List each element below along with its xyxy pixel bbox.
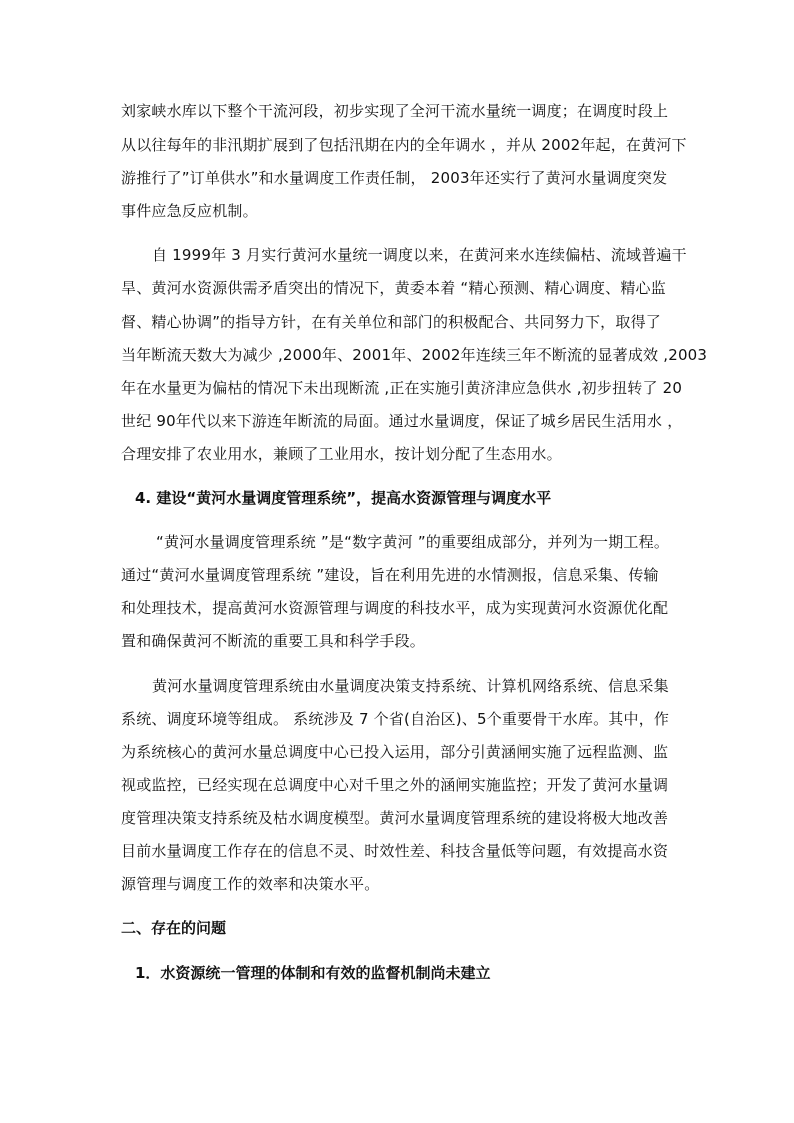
paragraph-line: 黄河水量调度管理系统由水量调度决策支持系统、计算机网络系统、信息采集 (152, 677, 669, 695)
paragraph-line: 自 1999年 3 月实行黄河水量统一调度以来，在黄河来水连续偏枯、流域普遍干 (152, 246, 687, 264)
paragraph-line: 目前水量调度工作存在的信息不灵、时效性差、科技含量低等问题，有效提高水资 (121, 842, 669, 860)
paragraph-line: 当年断流天数大为减少 ,2000年、2001年、2002年连续三年不断流的显著成效 ,2003 (121, 346, 708, 364)
paragraph-line: 事件应急反应机制。 (121, 202, 258, 220)
paragraph-line: 世纪 90年代以来下游连年断流的局面。通过水量调度，保证了城乡居民生活用水 ， (121, 412, 683, 430)
paragraph-line: 刘家峡水库以下整个干流河段，初步实现了全河干流水量统一调度；在调度时段上 (121, 102, 669, 120)
paragraph-line: “黄河水量调度管理系统 ”是“数字黄河 ”的重要组成部分，并列为一期工程。 (156, 533, 670, 551)
paragraph-line: 游推行了”订单供水”和水量调度工作责任制， 2003年还实行了黄河水量调度突发 (121, 169, 668, 187)
section-heading: 4. 建设“黄河水量调度管理系统”，提高水资源管理与调度水平 (135, 489, 552, 507)
paragraph-line: 为系统核心的黄河水量总调度中心已投入运用，部分引黄涵闸实施了远程监测、监 (121, 743, 669, 761)
paragraph-line: 视或监控，已经实现在总调度中心对千里之外的涵闸实施监控；开发了黄河水量调 (121, 776, 669, 794)
paragraph-line: 督、精心协调”的指导方针，在有关单位和部门的积极配合、共同努力下，取得了 (121, 313, 661, 331)
paragraph-line: 系统、调度环境等组成。 系统涉及 7 个省(自治区)、5个重要骨干水库。其中，作 (121, 710, 670, 728)
paragraph-line: 通过“黄河水量调度管理系统 ”建设，旨在利用先进的水情测报，信息采集、传输 (121, 566, 659, 584)
subsection-heading: 1．水资源统一管理的体制和有效的监督机制尚未建立 (135, 964, 491, 982)
paragraph-line: 从以往每年的非汛期扩展到了包括汛期在内的全年调水 ，并从 2002年起，在黄河下 (121, 136, 687, 154)
paragraph-line: 旱、黄河水资源供需矛盾突出的情况下，黄委本着 “精心预测、精心调度、精心监 (121, 279, 666, 297)
section-heading: 二、存在的问题 (121, 919, 227, 937)
paragraph-line: 度管理决策支持系统及枯水调度模型。黄河水量调度管理系统的建设将极大地改善 (121, 809, 669, 827)
paragraph-line: 合理安排了农业用水，兼顾了工业用水，按计划分配了生态用水。 (121, 445, 562, 463)
paragraph-line: 年在水量更为偏枯的情况下未出现断流 ,正在实施引黄济津应急供水 ,初步扭转了 20 (121, 379, 683, 397)
paragraph-line: 置和确保黄河不断流的重要工具和科学手段。 (121, 632, 426, 650)
paragraph-line: 源管理与调度工作的效率和决策水平。 (121, 875, 380, 893)
paragraph-line: 和处理技术，提高黄河水资源管理与调度的科技水平，成为实现黄河水资源优化配 (121, 599, 669, 617)
